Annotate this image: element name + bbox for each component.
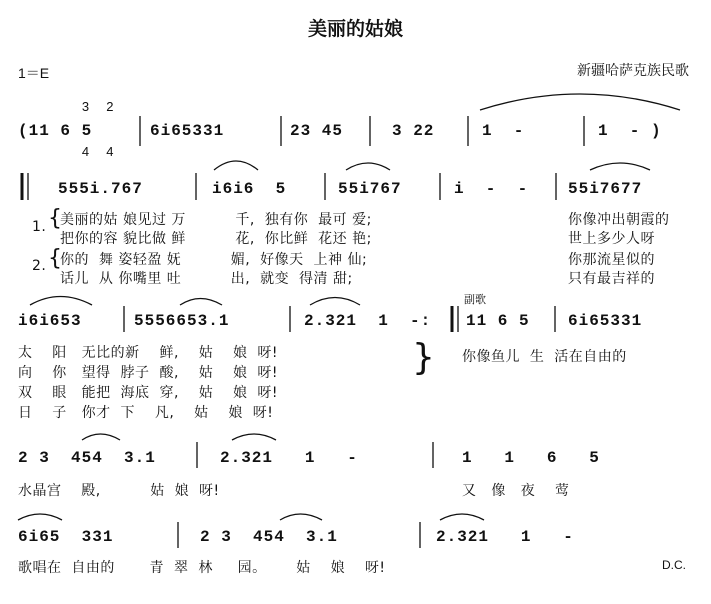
verse-measure-2: i6i6 5	[212, 180, 287, 198]
row4-lyric-2: 又 像 夜 莺	[462, 483, 570, 499]
page-title: 美丽的姑娘	[307, 18, 403, 40]
brace-1: {	[48, 206, 63, 231]
verse-tail-2: 世上多少人呀	[568, 231, 655, 247]
row3-lyric-2: 向 你 望得 脖子 酸, 姑 娘 呀!	[18, 365, 279, 381]
intro-measure-6: 1 - )	[598, 122, 662, 140]
row3-measure-5: 6i65331	[568, 312, 643, 330]
row4-lyric-1: 水晶宫 殿, 姑 娘 呀!	[18, 483, 220, 499]
brace-2: {	[48, 246, 63, 271]
verse-tail-3: 你那流星似的	[568, 252, 655, 268]
row5-measure-3: 2.321 1 -	[436, 528, 574, 546]
row4-measure-2: 2.321 1 -	[220, 449, 358, 467]
song-origin: 新疆哈萨克族民歌	[577, 63, 689, 79]
meter-den-2: 4	[106, 144, 114, 159]
row3-lyric-3: 双 眼 能把 海底 穿, 姑 娘 呀!	[18, 385, 279, 401]
closing-brace: }	[412, 337, 436, 378]
row5-lyric: 歌唱在 自由的 青 翠 林 园。 姑 娘 呀!	[18, 560, 386, 576]
row3-measure-3: 2.321 1 -:	[304, 312, 432, 330]
verse-tail-1: 你像冲出朝霞的	[568, 212, 670, 228]
row3-measure-2: 5556653.1	[134, 312, 230, 330]
verse-measure-5: 55i7677	[568, 180, 643, 198]
verse-line-4: 话儿 从 你嘴里 吐 出, 就变 得清 甜;	[60, 271, 353, 287]
row3-lyric-4: 日 子 你才 下 凡, 姑 娘 呀!	[18, 405, 274, 421]
intro-measure-3: 23 45	[290, 122, 344, 140]
da-capo-mark: D.C.	[662, 558, 686, 572]
meter-num-1: 3	[81, 99, 90, 114]
row5-measure-2: 2 3 454 3.1	[200, 528, 338, 546]
verse-measure-3: 55i767	[338, 180, 402, 198]
verse-line-3: 你的 舞 姿轻盈 妩 媚, 好像天 上神 仙;	[60, 252, 368, 268]
meter-num-2: 2	[106, 99, 114, 114]
intro-measure-4: 3 22	[392, 122, 435, 140]
intro-measure-2: 6i65331	[150, 122, 225, 140]
verse-tail-4: 只有最吉祥的	[568, 271, 655, 287]
row3-measure-1: i6i653	[18, 312, 82, 330]
meter-den-1: 4	[81, 144, 90, 159]
chorus-lyric: 你像鱼儿 生 活在自由的	[462, 349, 627, 365]
intro-measure-1: (11 6 5	[18, 122, 93, 140]
row3-measure-4: 11 6 5	[466, 312, 530, 330]
intro-measure-5: 1 -	[482, 122, 525, 140]
verse-line-1: 美丽的姑 娘见过 万 千, 独有你 最可 爱;	[60, 212, 372, 228]
row4-measure-1: 2 3 454 3.1	[18, 449, 156, 467]
row3-lyric-1: 太 阳 无比的新 鲜, 姑 娘 呀!	[18, 345, 279, 361]
verse-measure-4: i - -	[454, 180, 529, 198]
verse-number-2: 2.	[32, 258, 47, 274]
chorus-label: 副歌	[464, 293, 486, 306]
row5-measure-1: 6i65 331	[18, 528, 114, 546]
key-signature: 1＝E	[18, 65, 50, 81]
row4-measure-3: 1 1 6 5	[462, 449, 600, 467]
verse-measure-1: 555i.767	[58, 180, 143, 198]
verse-number-1: 1.	[32, 219, 47, 235]
verse-line-2: 把你的容 貌比做 鲜 花, 你比鲜 花还 艳;	[60, 231, 372, 247]
